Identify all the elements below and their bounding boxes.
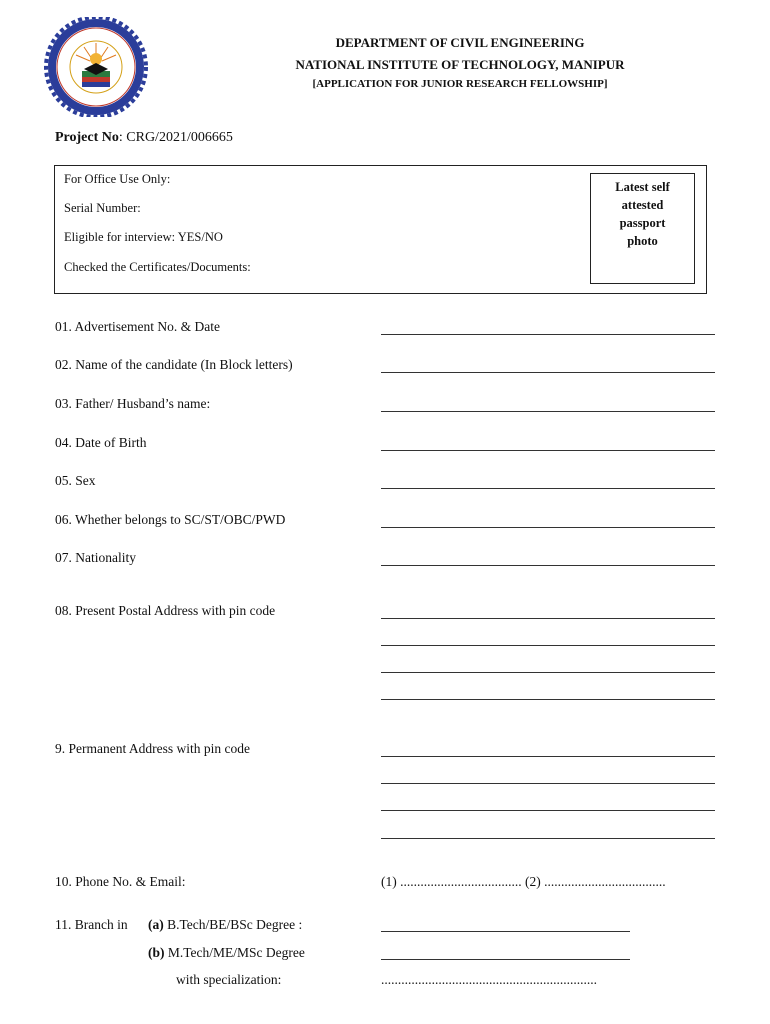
field-candidate-name: 02. Name of the candidate (In Block letters) <box>55 357 293 372</box>
field-dob: 04. Date of Birth <box>55 435 147 450</box>
serial-number: Serial Number: <box>64 201 141 215</box>
dob-line[interactable] <box>381 450 715 451</box>
branch-a-text: B.Tech/BE/BSc Degree : <box>163 917 303 932</box>
nationality-line[interactable] <box>381 565 715 566</box>
sex-line[interactable] <box>381 488 715 489</box>
permanent-address-line[interactable] <box>381 783 715 784</box>
project-label: Project No <box>55 130 119 145</box>
field-phone-email: 10. Phone No. & Email: <box>55 874 186 889</box>
branch-a-tag: (a) <box>148 917 164 932</box>
field-permanent-address: 9. Permanent Address with pin code <box>55 741 250 756</box>
photo-text-2: attested <box>621 198 664 212</box>
project-value: : CRG/2021/006665 <box>118 130 233 145</box>
branch-b-text: M.Tech/ME/MSc Degree <box>164 945 305 960</box>
institute-title: NATIONAL INSTITUTE OF TECHNOLOGY, MANIPUR <box>295 57 625 72</box>
field-sex: 05. Sex <box>55 473 96 488</box>
branch-btech <box>148 917 302 933</box>
branch-mtech <box>148 945 305 961</box>
father-name-line[interactable] <box>381 411 715 412</box>
permanent-address-line[interactable] <box>381 838 715 839</box>
present-address-line[interactable] <box>381 699 715 700</box>
office-title: For Office Use Only: <box>64 172 171 186</box>
specialization-value[interactable]: ................................................................ <box>381 972 597 987</box>
field-present-address: 08. Present Postal Address with pin code <box>55 603 276 618</box>
photo-text-3: passport <box>619 216 666 230</box>
present-address-line[interactable] <box>381 618 715 619</box>
advertisement-line[interactable] <box>381 334 715 335</box>
permanent-address-line[interactable] <box>381 810 715 811</box>
photo-box <box>590 173 695 284</box>
category-line[interactable] <box>381 527 715 528</box>
field-nationality: 07. Nationality <box>55 550 136 565</box>
present-address-line[interactable] <box>381 645 715 646</box>
field-category: 06. Whether belongs to SC/ST/OBC/PWD <box>55 512 286 527</box>
photo-text-1: Latest self <box>615 180 670 194</box>
field-advertisement: 01. Advertisement No. & Date <box>55 319 220 334</box>
checked-docs: Checked the Certificates/Documents: <box>64 260 251 274</box>
candidate-name-line[interactable] <box>381 372 715 373</box>
institute-logo <box>42 17 150 117</box>
phone-email-value[interactable]: (1) .................................... (2) .................................... <box>381 874 666 889</box>
field-branch: 11. Branch in <box>55 917 128 932</box>
branch-b-tag: (b) <box>148 945 165 960</box>
photo-text-4: photo <box>627 234 658 248</box>
present-address-line[interactable] <box>381 672 715 673</box>
specialization-label: with specialization: <box>176 972 282 987</box>
mtech-line[interactable] <box>381 959 630 960</box>
btech-line[interactable] <box>381 931 630 932</box>
permanent-address-line[interactable] <box>381 756 715 757</box>
department-title: DEPARTMENT OF CIVIL ENGINEERING <box>335 35 585 50</box>
field-father-name: 03. Father/ Husband’s name: <box>55 396 211 411</box>
eligible-interview: Eligible for interview: YES/NO <box>64 230 223 244</box>
office-use-box <box>54 165 707 294</box>
project-number <box>55 130 233 146</box>
application-title: [APPLICATION FOR JUNIOR RESEARCH FELLOWSHIP] <box>312 78 608 90</box>
